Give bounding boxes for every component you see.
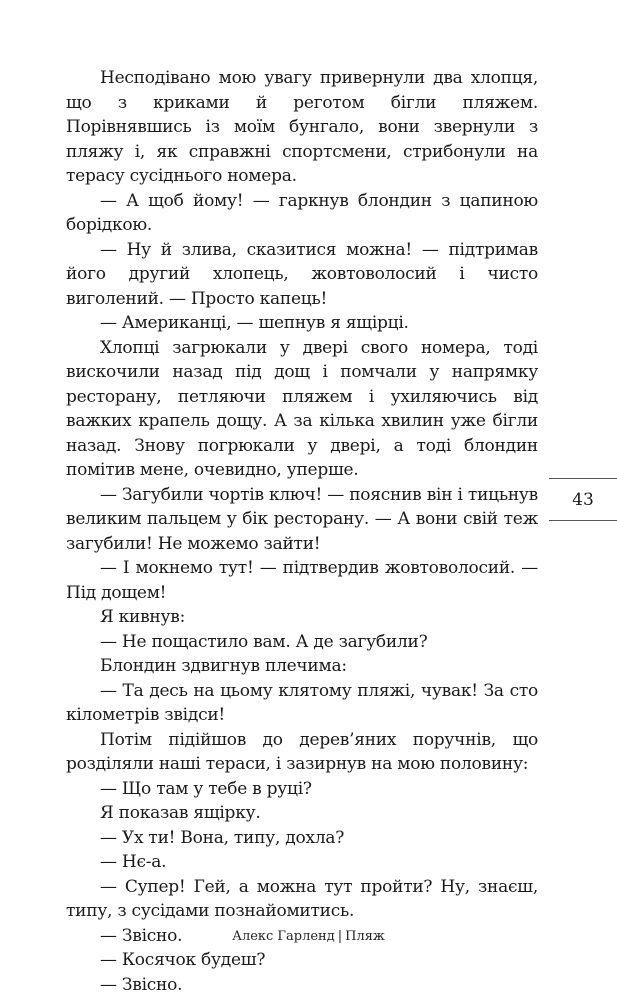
- paragraph: — Загубили чортів ключ! — пояснив він і тицьнув великим пальцем у бік ресторану. — А вони свій теж загубили! Не можемо зайти!: [66, 484, 538, 554]
- paragraph: — Що там у тебе в руці?: [100, 778, 312, 799]
- paragraph: — Нє-а.: [100, 852, 167, 872]
- paragraph: — Не пощастило вам. А де загубили?: [100, 631, 428, 652]
- paragraph: — Звісно.: [100, 974, 183, 995]
- paragraph: Я показав ящірку.: [100, 803, 261, 823]
- page-number: 43: [572, 490, 594, 510]
- paragraph: — Косячок будеш?: [100, 950, 266, 970]
- footer-title: Пляж: [345, 929, 385, 944]
- page-number-rule-top: [549, 478, 617, 479]
- paragraph: — Ну й злива, сказитися можна! — підтримав його другий хлопець, жовтоволосий і чисто виголений. — Просто капець!: [66, 239, 538, 309]
- paragraph: — А щоб йому! — гаркнув блондин з цапиною борідкою.: [66, 190, 538, 235]
- footer-separator: |: [337, 929, 343, 944]
- paragraph: — Американці, — шепнув я ящірці.: [100, 313, 409, 333]
- paragraph: — Ух ти! Вона, типу, дохла?: [100, 827, 345, 848]
- paragraph: — Супер! Гей, а можна тут пройти? Ну, знаєш, типу, з сусідами познайомитись.: [66, 876, 538, 921]
- main-text: [66, 66, 538, 997]
- paragraph: Потім підійшов до дерев’яних поручнів, що розділяли наші тераси, і зазирнув на мою половину:: [66, 729, 538, 774]
- paragraph: — Та десь на цьому клятому пляжі, чувак! За сто кілометрів звідси!: [66, 680, 538, 725]
- paragraph: Несподівано мою увагу привернули два хлопця, що з криками й реготом бігли пляжем. Порівнявшись із моїм бунгало, вони звернули з пляжу і, як справжні спортсмени, стрибонули на терасу сусіднього номера.: [66, 68, 538, 186]
- footer-author: Алекс Гарленд: [232, 929, 335, 944]
- paragraph: — Звісно.: [100, 925, 183, 946]
- running-footer: [0, 928, 617, 946]
- paragraph: — І мокнемо тут! — підтвердив жовтоволосий. — Під дощем!: [66, 558, 538, 603]
- paragraph: Хлопці загрюкали у двері свого номера, тоді вискочили назад під дощ і помчали у напрямку ресторану, петляючи пляжем і ухиляючись від важких крапель дощу. А за кілька хвилин уже бігли назад. Знову погрюкали у двері, а тоді блондин помітив мене, очевидно, уперше.: [66, 337, 538, 480]
- paragraph: Блондин здвигнув плечима:: [100, 656, 347, 676]
- paragraph: Я кивнув:: [100, 607, 186, 627]
- page-number-rule-bottom: [549, 520, 617, 521]
